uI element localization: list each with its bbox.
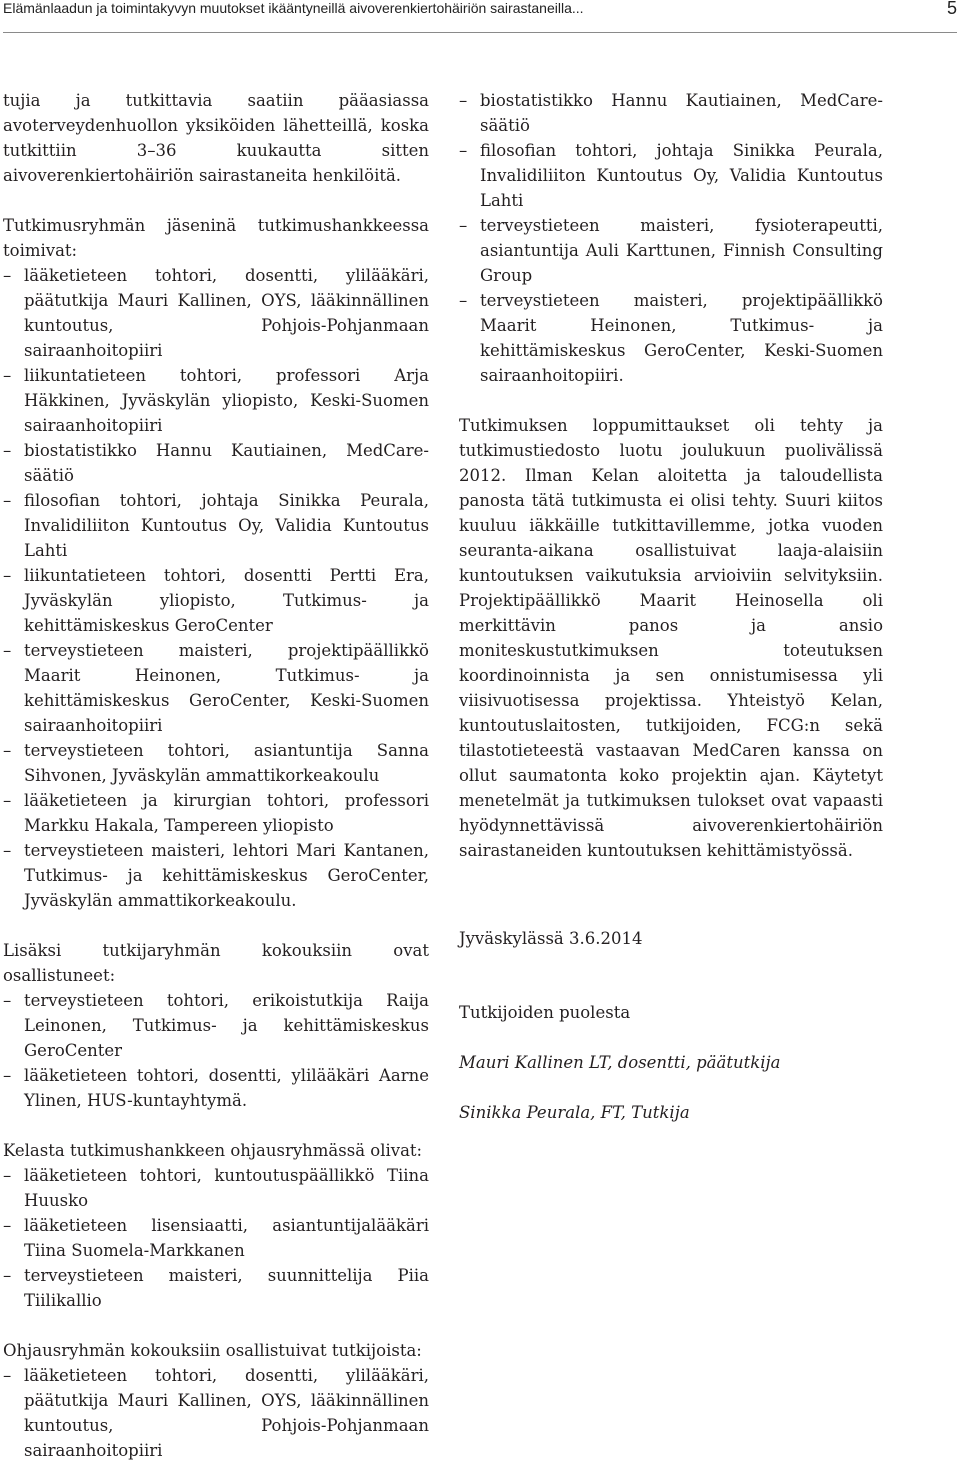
list-item: – lääketieteen lisensiaatti, asiantuntijalääkäri Tiina Suomela-Markkanen: [3, 1213, 429, 1263]
list-item: – liikuntatieteen tohtori, dosentti Pertti Era, Jyväskylän yliopisto, Tutkimus- ja kehittämiskeskus GeroCenter: [3, 563, 429, 638]
list-item: – terveystieteen maisteri, lehtori Mari Kantanen, Tutkimus- ja kehittämiskeskus GeroCenter, Jyväskylän ammattikorkeakoulu.: [3, 838, 429, 913]
steering-list: [3, 1363, 429, 1463]
list-item: – filosofian tohtori, johtaja Sinikka Peurala, Invalidiliiton Kuntoutus Oy, Validia Kuntoutus Lahti: [3, 488, 429, 563]
steering-list-continued: [459, 88, 883, 388]
right-column: [459, 88, 883, 1125]
place-date: Jyväskylässä 3.6.2014: [459, 929, 643, 948]
list-item: – lääketieteen tohtori, dosentti, ylilääkäri, päätutkija Mauri Kallinen, OYS, lääkinnällinen kuntoutus, Pohjois-Pohjanmaan sairaanhoitopiiri: [3, 263, 429, 363]
list-item: – liikuntatieteen tohtori, professori Arja Häkkinen, Jyväskylän yliopisto, Keski-Suomen sairaanhoitopiiri: [3, 363, 429, 438]
signature-line-2: Sinikka Peurala, FT, Tutkija: [459, 1103, 690, 1122]
meetings-list: [3, 988, 429, 1113]
running-header: [3, 0, 957, 34]
intro-paragraph: tujia ja tutkittavia saatiin pääasiassa avoterveydenhuollon yksiköiden lähetteillä, koska tutkittiin 3–36 kuukautta sitten aivoverenkiertohäiriön sairastaneita henkilöitä.: [3, 91, 429, 185]
members-list: [3, 263, 429, 913]
kela-list: [3, 1163, 429, 1313]
list-item: – terveystieteen tohtori, erikoistutkija Raija Leinonen, Tutkimus- ja kehittämiskeskus GeroCenter: [3, 988, 429, 1063]
members-heading: Tutkimusryhmän jäseninä tutkimushankkeessa toimivat:: [3, 216, 429, 260]
kela-heading: Kelasta tutkimushankkeen ohjausryhmässä olivat:: [3, 1141, 423, 1160]
running-title: Elämänlaadun ja toimintakyvyn muutokset ikääntyneillä aivoverenkiertohäiriön sairastaneilla...: [3, 0, 584, 16]
meetings-heading: Lisäksi tutkijaryhmän kokouksiin ovat osallistuneet:: [3, 941, 429, 985]
list-item: – terveystieteen maisteri, suunnittelija Piia Tiilikallio: [3, 1263, 429, 1313]
list-item: – lääketieteen tohtori, dosentti, ylilääkäri, päätutkija Mauri Kallinen, OYS, lääkinnällinen kuntoutus, Pohjois-Pohjanmaan sairaanhoitopiiri: [3, 1363, 429, 1463]
list-item: – biostatistikko Hannu Kautiainen, MedCare-säätiö: [3, 438, 429, 488]
list-item: – terveystieteen maisteri, projektipäällikkö Maarit Heinonen, Tutkimus- ja kehittämiskeskus GeroCenter, Keski-Suomen sairaanhoitopiiri.: [459, 288, 883, 388]
list-item: – terveystieteen maisteri, projektipäällikkö Maarit Heinonen, Tutkimus- ja kehittämiskeskus GeroCenter, Keski-Suomen sairaanhoitopiiri: [3, 638, 429, 738]
header-rule: [3, 32, 957, 33]
on-behalf-line: Tutkijoiden puolesta: [459, 1003, 631, 1022]
signature-line-1: Mauri Kallinen LT, dosentti, päätutkija: [459, 1053, 781, 1072]
list-item: – lääketieteen tohtori, kuntoutuspäällikkö Tiina Huusko: [3, 1163, 429, 1213]
steering-heading: Ohjausryhmän kokouksiin osallistuivat tutkijoista:: [3, 1341, 422, 1360]
left-column: [3, 88, 429, 1463]
closing-paragraph: Tutkimuksen loppumittaukset oli tehty ja tutkimustiedosto luotu joulukuun puolivälissä 2012. Ilman Kelan aloitetta ja taloudellista panosta tätä tutkimusta ei olisi tehty. Suuri kiitos kuuluu iäkkäille tutkittavillemme, jotka vuoden seuranta-aikana osallistuivat laaja-alaisiin kuntoutuksen vaikutuksia arvioiviin selvityksiin. Projektipäällikkö Maarit Heinosella oli merkittävin panos ja ansio moniteskustutkimuksen toteutuksen koordinoinnista ja sen onnistumisessa yli viisivuotisessa projektissa. Yhteistyö Kelan, kuntoutuslaitosten, tutkijoiden, FCG:n sekä tilastotieteestä vastaavan MedCaren kanssa on ollut saumatonta koko projektin ajan. Käytetyt menetelmät ja tutkimuksen tulokset ovat vapaasti hyödynnettävissä aivoverenkiertohäiriön sairastaneiden kuntoutuksen kehittämistyössä.: [459, 416, 883, 860]
list-item: – biostatistikko Hannu Kautiainen, MedCare-säätiö: [459, 88, 883, 138]
list-item: – filosofian tohtori, johtaja Sinikka Peurala, Invalidiliiton Kuntoutus Oy, Validia Kuntoutus Lahti: [459, 138, 883, 213]
list-item: – terveystieteen tohtori, asiantuntija Sanna Sihvonen, Jyväskylän ammattikorkeakoulu: [3, 738, 429, 788]
list-item: – lääketieteen tohtori, dosentti, ylilääkäri Aarne Ylinen, HUS-kuntayhtymä.: [3, 1063, 429, 1113]
list-item: – terveystieteen maisteri, fysioterapeutti, asiantuntija Auli Karttunen, Finnish Consulting Group: [459, 213, 883, 288]
page-number: 5: [946, 0, 957, 18]
list-item: – lääketieteen ja kirurgian tohtori, professori Markku Hakala, Tampereen yliopisto: [3, 788, 429, 838]
